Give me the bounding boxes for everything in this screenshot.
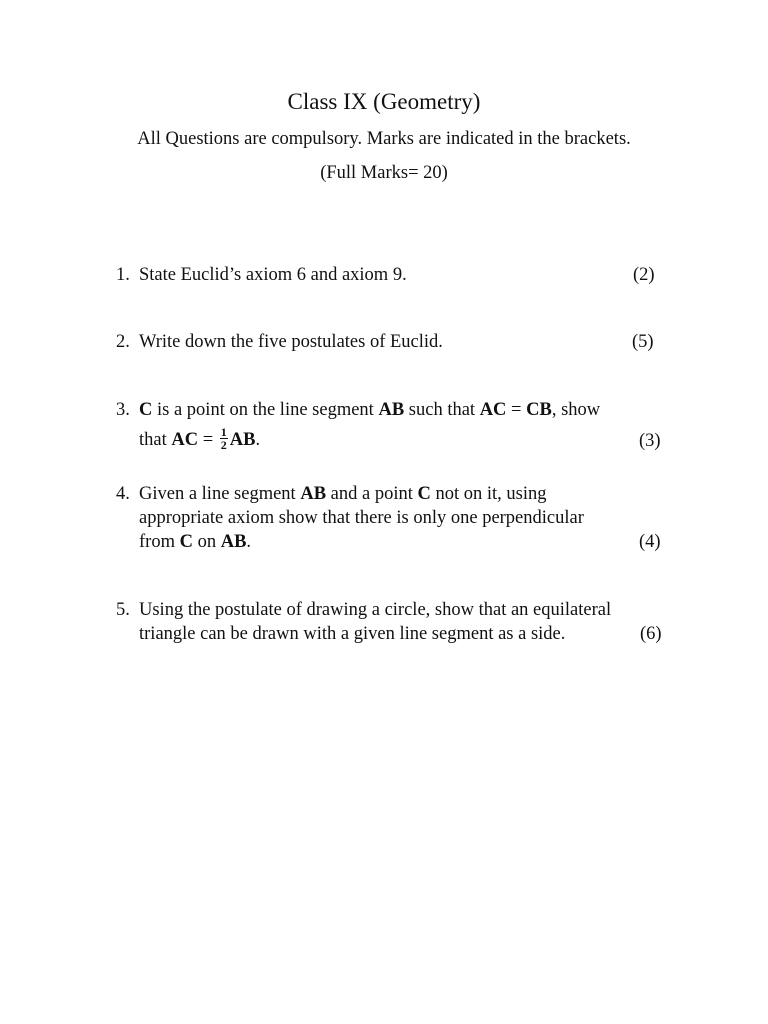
question-1 (116, 263, 668, 287)
question-marks: (6) (640, 624, 662, 644)
question-text-line-1: Given a line segment AB and a point C not on it, using (139, 484, 547, 504)
instructions-text: All Questions are compulsory. Marks are indicated in the brackets. (137, 129, 631, 149)
page-title: Class IX (Geometry) (287, 89, 481, 114)
question-text-line-2: triangle can be drawn with a given line segment as a side. (139, 624, 566, 644)
question-marks: (3) (639, 431, 661, 451)
question-number: 1. (116, 265, 130, 285)
question-number: 4. (116, 484, 130, 504)
point-label: C (179, 532, 193, 552)
question-text-line-3: from C on AB. (139, 532, 252, 552)
segment-label: AC (171, 430, 199, 450)
fraction-denominator: 2 (220, 438, 227, 453)
question-3 (116, 398, 668, 458)
question-text-line-1: Using the postulate of drawing a circle, show that an equilateral (139, 600, 612, 620)
full-marks-text: (Full Marks= 20) (320, 163, 448, 183)
segment-label: AB (220, 532, 247, 552)
question-marks: (4) (639, 532, 661, 552)
point-label: C (417, 484, 431, 504)
question-number: 2. (116, 332, 130, 352)
question-5 (116, 598, 668, 646)
question-text-line-2: that AC = $\frac{1}{2}$ AB. (139, 425, 261, 453)
question-text-line-2: appropriate axiom show that there is only one perpendicular (139, 508, 584, 528)
question-4 (116, 482, 668, 554)
question-2 (116, 330, 668, 354)
point-label: C (139, 400, 153, 420)
question-number: 3. (116, 400, 130, 420)
question-text: Write down the five postulates of Euclid. (139, 332, 443, 352)
question-text-line-1: C is a point on the line segment AB such that AC = CB, show (139, 400, 601, 420)
fraction-numerator: 1 (220, 425, 227, 440)
question-text: State Euclid’s axiom 6 and axiom 9. (139, 265, 407, 285)
segment-label: AB (229, 430, 256, 450)
segment-label: AC (479, 400, 507, 420)
question-number: 5. (116, 600, 130, 620)
segment-label: AB (300, 484, 327, 504)
segment-label: AB (378, 400, 405, 420)
question-marks: (5) (632, 332, 654, 352)
question-marks: (2) (633, 265, 655, 285)
segment-label: CB (526, 400, 552, 420)
fraction (220, 426, 228, 451)
